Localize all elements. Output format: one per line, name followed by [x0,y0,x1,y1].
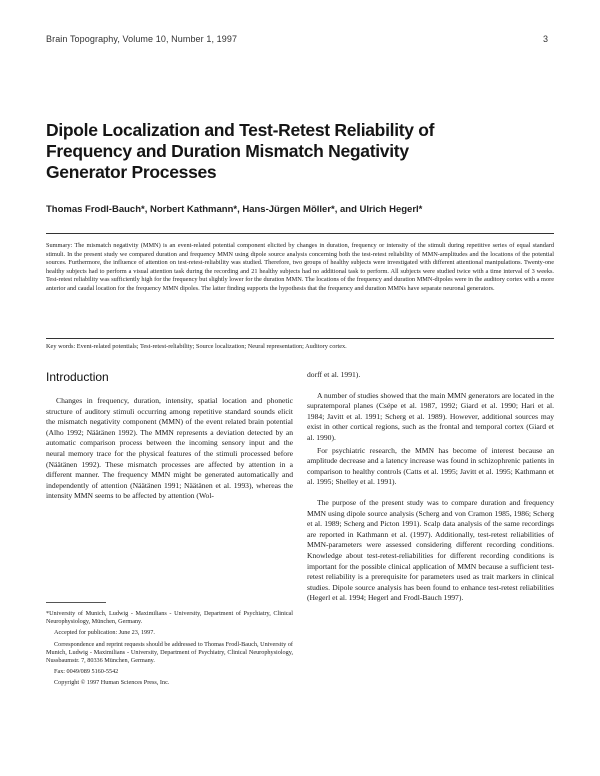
running-head: Brain Topography, Volume 10, Number 1, 1997 [46,34,238,44]
footnote-fax: Fax: 0049/089 5160-5542 [54,668,119,676]
mid-rule [46,338,554,339]
abstract-text: The mismatch negativity (MMN) is an event-related potential component elicited by changes in duration, frequency or intensity of the stimuli during repetitive series of equal standard stimuli. In the present study we compared duration and frequency MMN using dipole source analysis concerning both the test-retest reliability of MMN-amplitudes and the locations of the potential sources. Furthermore, the influence of attention on test-retest-reliability was studied. Therefore, two groups of healthy subjects were investigated with different attentional manipulations. Twenty-one healthy subjects had to perform a visual attention task during the recording and 21 healthy subjects had no additional task to perform. All subjects were studied twice with a time interval of 3 weeks. Test-retest reliability was sufficiently high for the frequency but slightly lower for the duration MMN. The locations of the frequency and duration MMN-dipoles were in the auditory cortex with a more anterior and caudal location for the frequency MMN dipoles. The latter finding supports the hypothesis that the frequency and duration MMNs have separate neuronal generators. [46,242,554,292]
abstract [46,242,554,294]
paragraph: A number of studies showed that the main MMN generators are located in the supratemporal planes (Csépe et al. 1987, 1992; Giard et al. 1990; Hari et al. 1984; Javitt et al. 1991; Scherg et al. 1989). However, additional sources may exist in other cortical regions, such as the frontal and temporal cortex (Giard et al. 1990). [307,390,554,442]
footnotes [46,610,293,691]
footnote-affiliation: *University of Munich, Ludwig - Maximilians - University, Department of Psychiatry, Clinical Neurophysiology, München, Germany. [46,610,293,626]
footnote-correspondence: Correspondence and reprint requests should be addressed to Thomas Frodl-Bauch, University of Munich, Ludwig - Maximilians - University, Department of Psychiatry, Clinical Neurophysiology, Nussbaumstr. 7, 80336 München, Germany. [46,640,293,665]
paragraph: The purpose of the present study was to compare duration and frequency MMN using dipole source analysis (Scherg and von Cramon 1985, 1986; Scherg et al. 1989; Scherg and Picton 1991). Scalp data analysis of the same recordings are reported in Kathmann et al. (1997). Additionally, test-retest reliabilities of MMN-parameters were assessed considering different recording conditions. Knowledge about test-retest-reliabilities for different recording conditions is important for the possible clinical application of MMN because a sufficient test-retest reliability is a prerequisite for parameters used as trait markers in clinical studies. Dipole source analysis has been found to enhance test-retest reliabilities (Hegerl et al. 1994; Hegerl and Frodl-Bauch 1997). [307,497,554,603]
article-title: Dipole Localization and Test-Retest Reliability of Frequency and Duration Mismatch Negativity Generator Processes [46,120,435,182]
top-rule [46,233,554,234]
footnote-accepted: Accepted for publication: June 23, 1997. [54,629,155,637]
paragraph: Changes in frequency, duration, intensity, spatial location and phonetic structure of auditory stimuli occurring among repetitive standard sounds elicit the mismatch negativity component (MMN) of the event related brain potential (Alho 1992; Näätänen 1992). The MMN represents a deviation detected by an automatic comparison process between the incoming sensory input and the neural memory trace for the physical features of the stimuli processed before (Näätänen 1992). These mismatch processes are affected by attention in a different manner. The frequency MMN might be generated automatically and independently of attention (Näätänen 1991; Näätänen et al. 1993), whereas the intensity MMN seems to be affected by attention (Wol- [46,396,293,501]
abstract-label: Summary: [46,242,73,249]
footnote-rule [46,602,106,603]
page-number: 3 [542,34,548,44]
right-column [307,370,554,604]
author-list: Thomas Frodl-Bauch*, Norbert Kathmann*, Hans-Jürgen Möller*, and Ulrich Hegerl* [46,204,423,215]
footnote-copyright: Copyright © 1997 Human Sciences Press, Inc. [54,679,170,687]
paragraph: For psychiatric research, the MMN has become of interest because an amplitude decrease and a latency increase was found in schizophrenic patients in comparison to healthy controls (Catts et al. 1995; Javitt et al. 1995; Kathmann et al. 1995; Shelley et al. 1991). [307,445,554,487]
keywords: Key words: Event-related potentials; Test-retest-reliability; Source localization; Neural representation; Auditory cortex. [46,343,347,350]
left-column [46,370,293,502]
paragraph: dorff et al. 1991). [307,370,361,379]
section-heading-introduction: Introduction [46,370,109,384]
